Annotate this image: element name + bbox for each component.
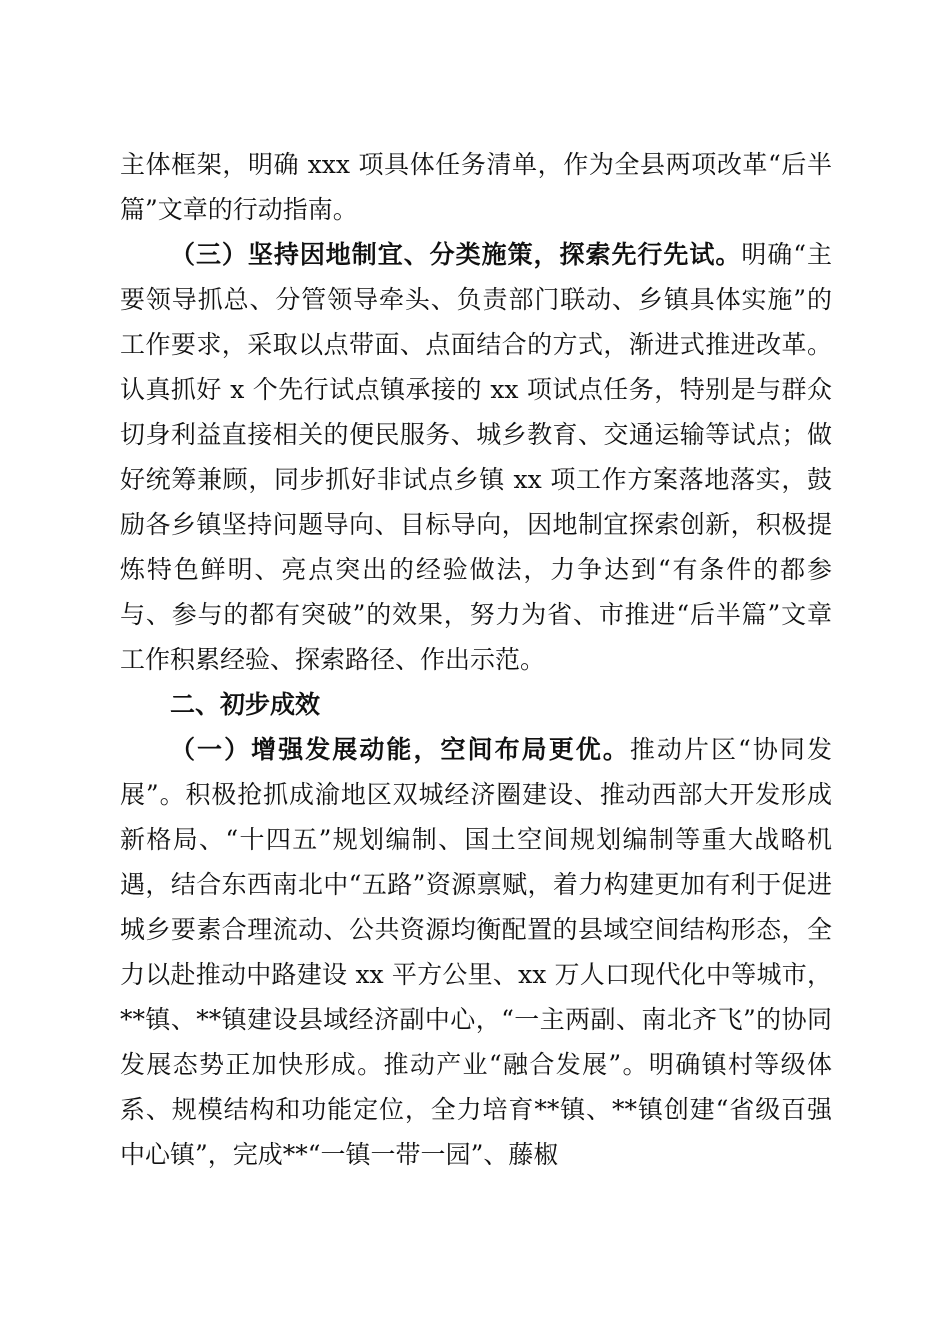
paragraph-section-1	[120, 727, 832, 1177]
section-heading: 二、初步成效	[170, 690, 321, 719]
document-body	[120, 142, 832, 1177]
paragraph-lead-heading: （一）增强发展动能，空间布局更优。	[170, 735, 630, 764]
paragraph-text: 主体框架，明确 xxx 项具体任务清单，作为全县两项改革“后半篇”文章的行动指南。	[120, 150, 832, 224]
paragraph-section-3	[120, 232, 832, 682]
paragraph-text: 明确“主要领导抓总、分管领导牵头、负责部门联动、乡镇具体实施”的工作要求，采取以点带面、点面结合的方式，渐进式推进改革。认真抓好 x 个先行试点镇承接的 xx 项试点任务，特别是与群众切身利益直接相关的便民服务、城乡教育、交通运输等试点；做好统筹兼顾，同步抓好非试点乡镇 xx 项工作方案落地落实，鼓励各乡镇坚持问题导向、目标导向，因地制宜探索创新，积极提炼特色鲜明、亮点突出的经验做法，力争达到“有条件的都参与、参与的都有突破”的效果，努力为省、市推进“后半篇”文章工作积累经验、探索路径、作出示范。	[120, 240, 832, 674]
paragraph-text: 推动片区“协同发展”。积极抢抓成渝地区双城经济圈建设、推动西部大开发形成新格局、“十四五”规划编制、国土空间规划编制等重大战略机遇，结合东西南北中“五路”资源禀赋，着力构建更加有利于促进城乡要素合理流动、公共资源均衡配置的县域空间结构形态，全力以赴推动中路建设 xx 平方公里、xx 万人口现代化中等城市，**镇、**镇建设县域经济副中心，“一主两副、南北齐飞”的协同发展态势正加快形成。推动产业“融合发展”。明确镇村等级体系、规模结构和功能定位，全力培育**镇、**镇创建“省级百强中心镇”，完成**“一镇一带一园”、藤椒	[120, 735, 832, 1169]
paragraph-lead-heading: （三）坚持因地制宜、分类施策，探索先行先试。	[170, 240, 742, 269]
paragraph-continuation	[120, 142, 832, 232]
